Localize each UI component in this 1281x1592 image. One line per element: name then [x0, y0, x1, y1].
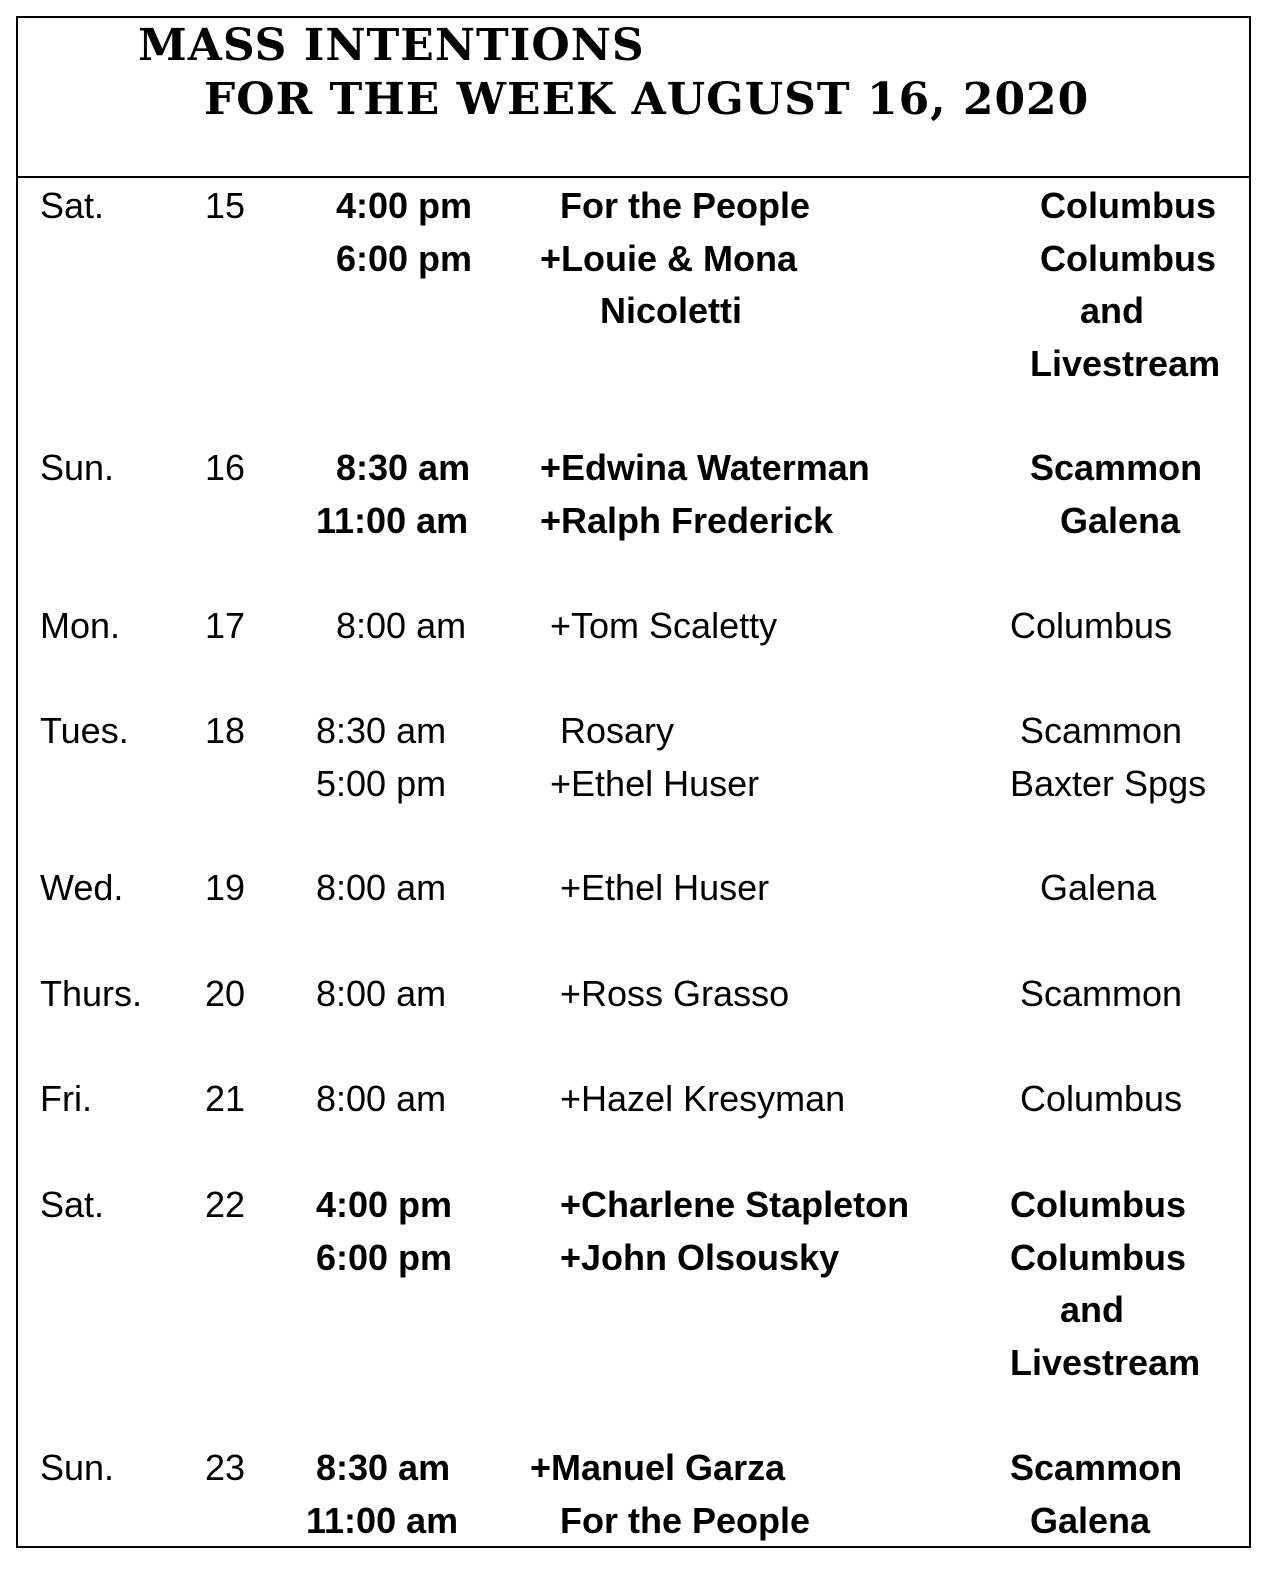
- day-cell: Thurs.: [40, 973, 143, 1014]
- intention-cell: +Charlene Stapleton +John Olsousky: [560, 1184, 910, 1278]
- time-cell: 4:00 pm 6:00 pm: [316, 1184, 453, 1278]
- time-cell: 8:30 am 5:00 pm: [316, 710, 447, 804]
- time-cell: 8:00 am: [306, 605, 467, 646]
- day-cell: Wed.: [40, 867, 124, 908]
- date-cell: 16: [205, 447, 246, 488]
- day-cell: Tues.: [40, 710, 129, 751]
- day-cell: Mon.: [40, 605, 121, 646]
- location-cell: Columbus: [1010, 605, 1173, 646]
- date-cell: 17: [205, 605, 246, 646]
- intention-cell: +Ethel Huser: [530, 867, 770, 908]
- intention-cell: +Tom Scaletty: [530, 605, 778, 646]
- date-cell: 19: [205, 867, 246, 908]
- location-cell: Columbus Columbus and Livestream: [1010, 1184, 1201, 1383]
- date-cell: 21: [205, 1078, 246, 1119]
- location-cell: Scammon Galena: [1030, 447, 1203, 541]
- date-cell: 18: [205, 710, 246, 751]
- day-cell: Sun.: [40, 447, 115, 488]
- intention-cell: For the People +Louie & Mona Nicoletti: [540, 185, 811, 331]
- date-cell: 20: [205, 973, 246, 1014]
- time-cell: 8:30 am 11:00 am: [316, 447, 471, 541]
- title-line-2: FOR THE WEEK AUGUST 16, 2020: [204, 74, 1090, 125]
- day-cell: Sat.: [40, 185, 105, 226]
- header-divider: [16, 176, 1251, 178]
- time-cell: 8:00 am: [306, 867, 447, 908]
- location-cell: Columbus: [1010, 1078, 1183, 1119]
- time-cell: 8:30 am 11:00 am: [306, 1447, 459, 1541]
- location-cell: Scammon: [1010, 973, 1183, 1014]
- intention-cell: +Edwina Waterman +Ralph Frederick: [540, 447, 870, 541]
- location-cell: Scammon Baxter Spgs: [1010, 710, 1207, 804]
- location-cell: Columbus Columbus and Livestream: [1030, 185, 1221, 384]
- location-cell: Galena: [1010, 867, 1157, 908]
- intention-cell: +Ross Grasso: [530, 973, 790, 1014]
- intention-cell: Rosary +Ethel Huser: [550, 710, 760, 804]
- time-cell: 8:00 am: [306, 1078, 447, 1119]
- intention-cell: +Manuel Garza For the People: [530, 1447, 811, 1541]
- intention-cell: +Hazel Kresyman: [530, 1078, 846, 1119]
- time-cell: 4:00 pm 6:00 pm: [336, 185, 473, 279]
- day-cell: Fri.: [40, 1078, 92, 1119]
- day-cell: Sun.: [40, 1447, 115, 1488]
- day-cell: Sat.: [40, 1184, 105, 1225]
- location-cell: Scammon Galena: [1010, 1447, 1183, 1541]
- date-cell: 15: [205, 185, 246, 226]
- date-cell: 23: [205, 1447, 246, 1488]
- title-line-1: MASS INTENTIONS: [138, 20, 645, 71]
- date-cell: 22: [205, 1184, 246, 1225]
- time-cell: 8:00 am: [306, 973, 447, 1014]
